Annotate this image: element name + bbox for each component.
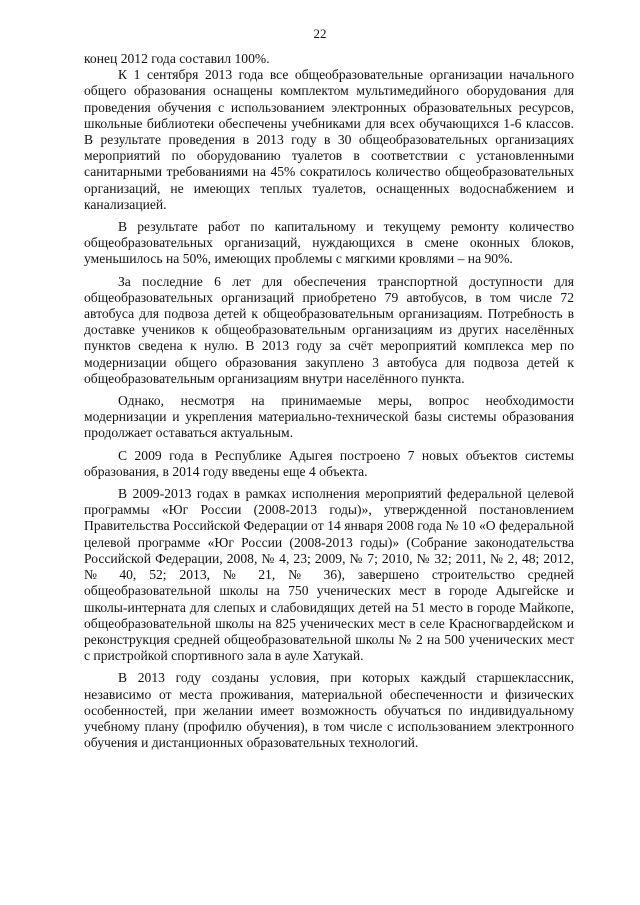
paragraph-new-facilities: С 2009 года в Республике Адыгея построено 7 новых объектов системы образования, в 2014 году введены еще 4 объекта. bbox=[84, 447, 574, 479]
paragraph-continuation: конец 2012 года составил 100%. bbox=[84, 51, 270, 66]
document-body bbox=[84, 51, 574, 751]
paragraph-modernization-issue: Однако, несмотря на принимаемые меры, вопрос необходимости модернизации и укрепления материально-технической базы системы образования продолжает оставаться актуальным. bbox=[84, 393, 574, 441]
paragraph-individual-learning: В 2013 году созданы условия, при которых каждый старшеклассник, независимо от места проживания, материальной обеспеченности и физических особенностей, при желании имеет возможность обучаться по индивидуальному учебному плану (профилю обучения), в том числе с использованием электронного обучения и дистанционных образовательных технологий. bbox=[84, 670, 574, 751]
paragraph-federal-program: В 2009-2013 годах в рамках исполнения мероприятий федеральной целевой программы «Юг России (2008-2013 годы)», утвержденной постановлением Правительства Российской Федерации от 14 января 2008 года № 10 «О федеральной целевой программе «Юг России (2008-2013 годы)» (Собрание законодательства Российской Федерации, 2008, № 4, 23; 2009, № 7; 2010, № 32; 2011, № 2, 48; 2012, № 40, 52; 2013, № 21, № 36), завершено строительство средней общеобразовательной школы на 750 ученических мест в городе Адыгейске и школы-интерната для слепых и слабовидящих детей на 51 место в городе Майкопе, общеобразовательной школы на 825 ученических мест в селе Красногвардейском и реконструкция средней общеобразовательной школы № 2 на 500 ученических мест с пристройкой спортивного зала в ауле Хатукай. bbox=[84, 486, 574, 664]
paragraph-multimedia-equipment: К 1 сентября 2013 года все общеобразовательные организации начального общего образования оснащены комплектом мультимедийного оборудования для проведения обучения с использованием электронных образовательных ресурсов, школьные библиотеки обеспечены учебниками для всех обучающихся 1-6 классов. В результате проведения в 2013 году в 30 общеобразовательных организациях мероприятий по оборудованию туалетов в соответствии с установленными санитарными требованиями на 45% сократилось количество общеобразовательных организаций, не имеющих теплых туалетов, оснащенных водоснабжением и канализацией. bbox=[84, 67, 574, 212]
paragraph-school-buses: За последние 6 лет для обеспечения транспортной доступности для общеобразовательных организаций приобретено 79 автобусов, в том числе 72 автобуса для подвоза детей к общеобразовательным организациям. Потребность в доставке учеников к общеобразовательным организациям из других населённых пунктов сведена к нулю. В 2013 году за счёт мероприятий комплекса мер по модернизации общего образования закуплено 3 автобуса для подвоза детей к общеобразовательным организациям внутри населённого пункта. bbox=[84, 273, 574, 386]
page-number: 22 bbox=[313, 26, 327, 41]
paragraph-capital-repair: В результате работ по капитальному и текущему ремонту количество общеобразовательных организаций, нуждающихся в смене оконных блоков, уменьшилось на 50%, имеющих проблемы с мягкими кровлями – на 90%. bbox=[84, 219, 574, 267]
